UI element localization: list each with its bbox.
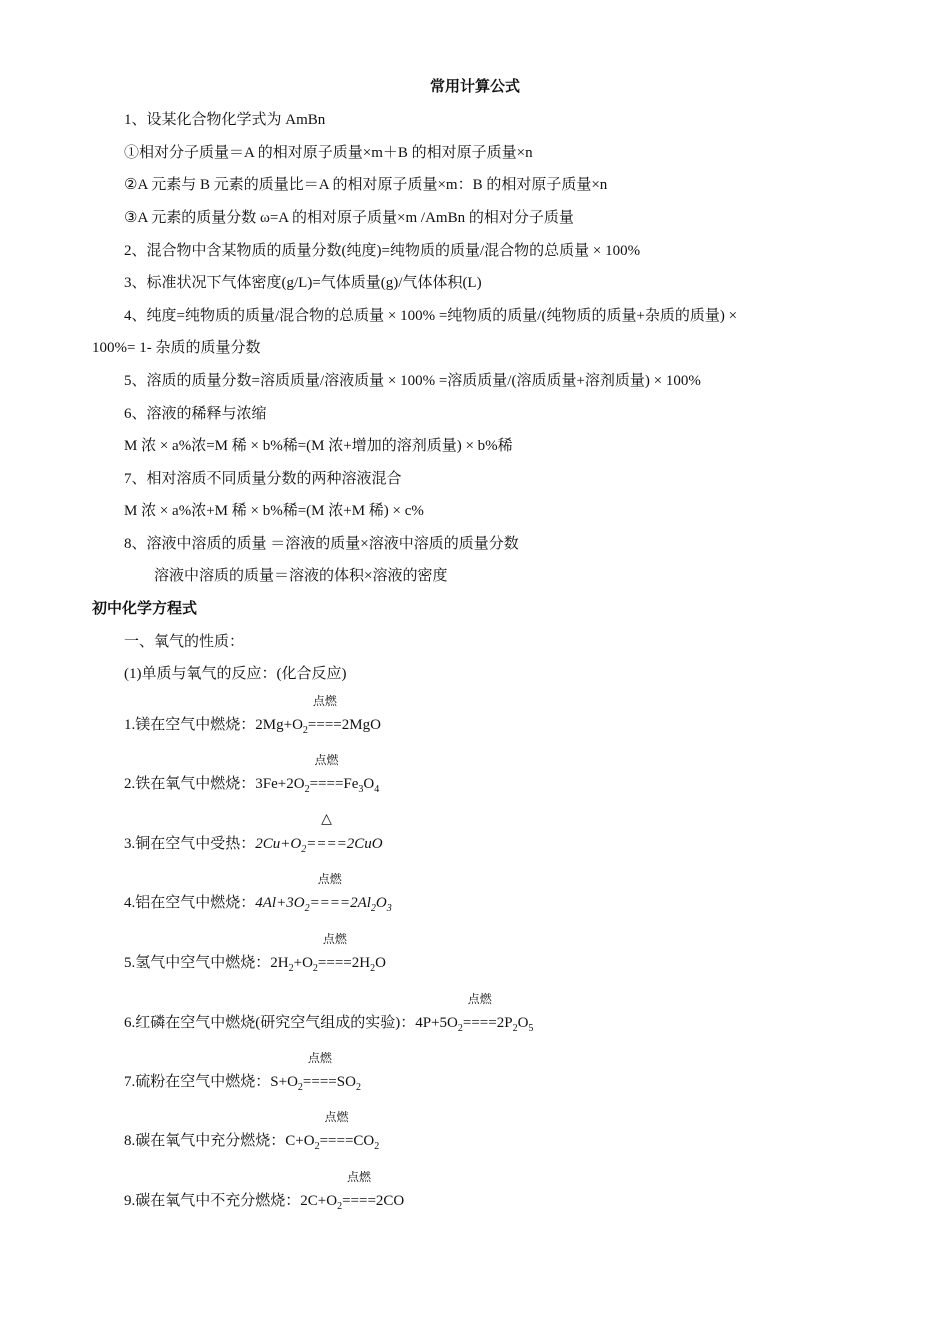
subscript: 2 — [457, 1023, 463, 1034]
formula-line: 5、溶质的质量分数=溶质质量/溶液质量 × 100% =溶质质量/(溶质质量+溶剂质量) × 100% — [124, 373, 701, 389]
subscript: 2 — [304, 903, 310, 914]
equation-rhs: O — [375, 955, 386, 971]
equation-row — [124, 872, 392, 914]
reaction-condition: 点燃 — [324, 1110, 349, 1124]
equation-lhs: 2Mg+O — [255, 717, 303, 733]
formula-line: 100%= 1- 杂质的质量分数 — [92, 340, 261, 356]
reaction-arrow — [317, 932, 352, 973]
subscript: 2 — [297, 1082, 303, 1093]
subscript: 2 — [370, 963, 376, 974]
formula-line: 2、混合物中含某物质的质量分数(纯度)=纯物质的质量/混合物的总质量 × 100% — [124, 243, 641, 259]
equation-label: 1.镁在空气中燃烧： — [124, 717, 256, 733]
equation-lhs: +O — [293, 955, 313, 971]
equation-row — [124, 753, 380, 795]
equation-label: 6.红磷在空气中燃烧(研究空气组成的实验)： — [124, 1015, 416, 1031]
subscript: 2 — [312, 963, 318, 974]
equation-label: 4.铝在空气中燃烧： — [124, 895, 256, 911]
subscript: 2 — [355, 1082, 361, 1093]
equation-rhs: O — [363, 776, 375, 792]
formula-line: 6、溶液的稀释与浓缩 — [124, 406, 267, 422]
equation-label: 8.碳在氧气中充分燃烧： — [124, 1133, 286, 1149]
reaction-arrow — [306, 812, 347, 854]
equation-row — [124, 1051, 361, 1093]
equation-rhs: 2P — [496, 1015, 513, 1031]
subscript: 2 — [304, 784, 310, 795]
equals-sign: ==== — [309, 895, 351, 911]
reaction-condition: 点燃 — [314, 753, 339, 767]
formula-line: ①相对分子质量＝A 的相对原子质量×m＋B 的相对原子质量×n — [124, 145, 533, 161]
subsection-heading: 一、氧气的性质： — [124, 634, 245, 650]
equation-lhs: C+O — [285, 1133, 315, 1149]
subscript: 2 — [314, 1141, 320, 1152]
equation-label: 3.铜在空气中受热： — [124, 836, 256, 852]
formula-line: 3、标准状况下气体密度(g/L)=气体质量(g)/气体体积(L) — [124, 275, 482, 291]
subscript: 3 — [358, 784, 364, 795]
equation-label: 9.碳在氧气中不充分燃烧： — [124, 1193, 301, 1209]
equation-rhs: 2CO — [375, 1193, 405, 1209]
reaction-condition: 点燃 — [312, 694, 337, 708]
section-heading: 初中化学方程式 — [92, 601, 198, 617]
reaction-condition: 点燃 — [307, 1051, 332, 1065]
equation-rhs: 2CuO — [346, 836, 383, 852]
equals-sign: ==== — [317, 955, 352, 971]
equation-rhs: 2MgO — [341, 717, 381, 733]
equals-sign: ==== — [309, 776, 344, 792]
equation-row — [124, 932, 386, 974]
formula-line: M 浓 × a%浓+M 稀 × b%稀=(M 浓+M 稀) × c% — [124, 503, 424, 519]
formula-line: M 浓 × a%浓=M 稀 × b%稀=(M 浓+增加的溶剂质量) × b%稀 — [124, 438, 513, 454]
equation-rhs: O — [517, 1015, 529, 1031]
reaction-arrow — [309, 872, 351, 913]
equation-label: 2.铁在氧气中燃烧： — [124, 776, 256, 792]
equation-lhs: 4Al+3O — [255, 895, 305, 911]
subsection-heading: (1)单质与氧气的反应：(化合反应) — [124, 666, 347, 682]
equation-row — [124, 1110, 380, 1152]
equation-lhs: 3Fe+2O — [255, 776, 305, 792]
reaction-arrow — [309, 753, 344, 794]
subscript: 2 — [302, 725, 308, 736]
equation-rhs: SO — [336, 1074, 356, 1090]
equation-rhs: 2H — [351, 955, 371, 971]
equals-sign: ==== — [306, 836, 347, 852]
subscript: 5 — [528, 1023, 534, 1034]
equals-sign: ==== — [307, 717, 342, 733]
equation-rhs: Fe — [343, 776, 359, 792]
equals-sign: ==== — [342, 1193, 376, 1209]
subscript: 3 — [386, 903, 392, 914]
formula-line: 8、溶液中溶质的质量 ＝溶液的质量×溶液中溶质的质量分数 — [124, 536, 519, 552]
reaction-arrow — [342, 1170, 376, 1211]
equation-rhs: 2Al — [350, 895, 371, 911]
subscript: 4 — [374, 784, 380, 795]
equation-lhs: 2C+O — [300, 1193, 338, 1209]
reaction-condition: △ — [321, 812, 332, 827]
equation-lhs: 2H — [270, 955, 289, 971]
reaction-condition: 点燃 — [346, 1170, 371, 1184]
formula-line: ③A 元素的质量分数 ω=A 的相对原子质量×m /AmBn 的相对分子质量 — [124, 210, 574, 226]
formula-line: 7、相对溶质不同质量分数的两种溶液混合 — [124, 471, 402, 487]
equation-lhs: 4P+5O — [415, 1015, 458, 1031]
equation-row — [124, 1170, 405, 1212]
page-title: 常用计算公式 — [429, 79, 520, 95]
formula-line: ②A 元素与 B 元素的质量比＝A 的相对原子质量×m：B 的相对原子质量×n — [124, 177, 608, 193]
reaction-condition: 点燃 — [317, 872, 342, 886]
formula-line: 1、设某化合物化学式为 AmBn — [124, 112, 326, 128]
equation-label: 5.氢气中空气中燃烧： — [124, 955, 271, 971]
equation-label: 7.硫粉在空气中燃烧： — [124, 1074, 271, 1090]
equation-lhs: S+O — [270, 1074, 298, 1090]
equation-row — [124, 694, 381, 736]
reaction-arrow — [302, 1051, 337, 1092]
equals-sign: ==== — [302, 1074, 337, 1090]
equals-sign: ==== — [319, 1133, 354, 1149]
reaction-arrow — [319, 1110, 354, 1151]
reaction-condition: 点燃 — [467, 992, 492, 1006]
equation-row — [124, 812, 383, 855]
subscript: 2 — [370, 903, 376, 914]
subscript: 2 — [337, 1201, 343, 1212]
reaction-condition: 点燃 — [322, 932, 347, 946]
subscript: 2 — [301, 844, 307, 855]
equals-sign: ==== — [462, 1015, 497, 1031]
reaction-arrow — [307, 694, 342, 735]
subscript: 2 — [512, 1023, 518, 1034]
formula-line: 溶液中溶质的质量＝溶液的体积×溶液的密度 — [154, 568, 448, 584]
equation-row — [124, 992, 534, 1034]
reaction-arrow — [462, 992, 497, 1033]
equation-rhs: O — [375, 895, 387, 911]
equation-rhs: CO — [353, 1133, 375, 1149]
formula-line: 4、纯度=纯物质的质量/混合物的总质量 × 100% =纯物质的质量/(纯物质的质量+杂质的质量) × — [124, 308, 738, 324]
equation-lhs: 2Cu+O — [255, 836, 302, 852]
subscript: 2 — [288, 963, 294, 974]
subscript: 2 — [374, 1141, 380, 1152]
